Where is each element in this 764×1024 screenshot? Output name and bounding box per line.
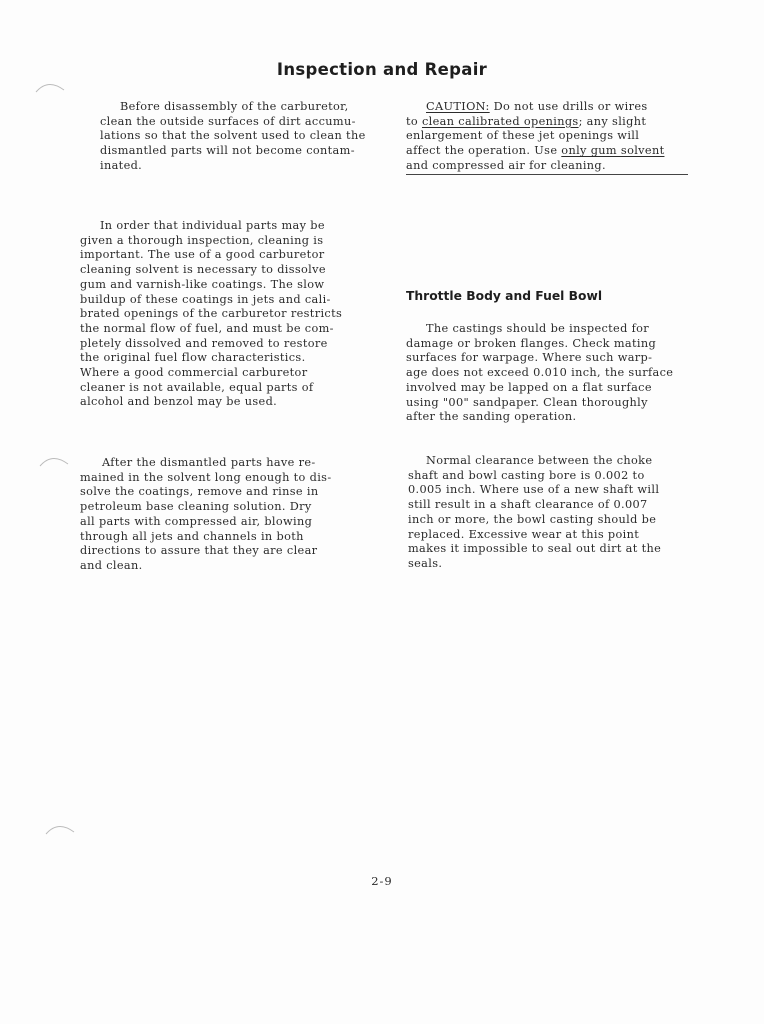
section-heading-throttle-body: Throttle Body and Fuel Bowl [406, 289, 603, 303]
paragraph-choke-shaft-clearance: Normal clearance between the choke shaft and bowl casting bore is 0.002 to 0.005 inch. Where use of a new shaft will still result in a shaft clearance of 0.007 inch or more, the bowl casting should be replaced. Excessive wear at this point makes it impossible to seal out dirt at the seals. [408, 454, 662, 570]
paragraph-rinse-and-dry: After the dismantled parts have re- mained in the solvent long enough to dis- solve the coatings, remove and rinse in petroleum base cleaning solution. Dry all parts with compressed air, blowing through all jets and channels in both directions to assure that they are clear and clean. [80, 456, 332, 572]
caution-note: CAUTION: Do not use drills or wires to clean calibrated openings; any slight enlargement of these jet openings will affect the operation. Use only gum solvent and compressed air for cleaning. [406, 100, 665, 172]
punch-hole-mark [38, 454, 70, 468]
punch-hole-mark [34, 80, 66, 94]
caution-label: CAUTION: [426, 100, 490, 113]
paragraph-cleaning-importance: In order that individual parts may be given a thorough inspection, cleaning is important. The use of a good carburetor cleaning solvent is necessary to dissolve gum and varnish-like coatings. The slow buildup of these coatings in jets and cali- brated openings of the carburetor restricts the normal flow of fuel, and must be com- pletely dissolved and removed to restore the original fuel flow characteristics. Where a good commercial carburetor cleaner is not available, equal parts of alcohol and benzol may be used. [80, 219, 343, 409]
caution-rule [406, 174, 688, 175]
paragraph-castings-inspection: The castings should be inspected for damage or broken flanges. Check mating surfaces for warpage. Where such warp- age does not exceed 0.010 inch, the surface involved may be lapped on a flat surface using "00" sandpaper. Clean thoroughly after the sanding operation. [406, 322, 674, 424]
paragraph-disassembly-prep: Before disassembly of the carburetor, clean the outside surfaces of dirt accumu- lations so that the solvent used to clean the dismantled parts will not become contam- inated. [100, 100, 366, 172]
page-title: Inspection and Repair [276, 60, 488, 79]
page-number: 2-9 [371, 874, 393, 888]
punch-hole-mark [44, 822, 76, 836]
